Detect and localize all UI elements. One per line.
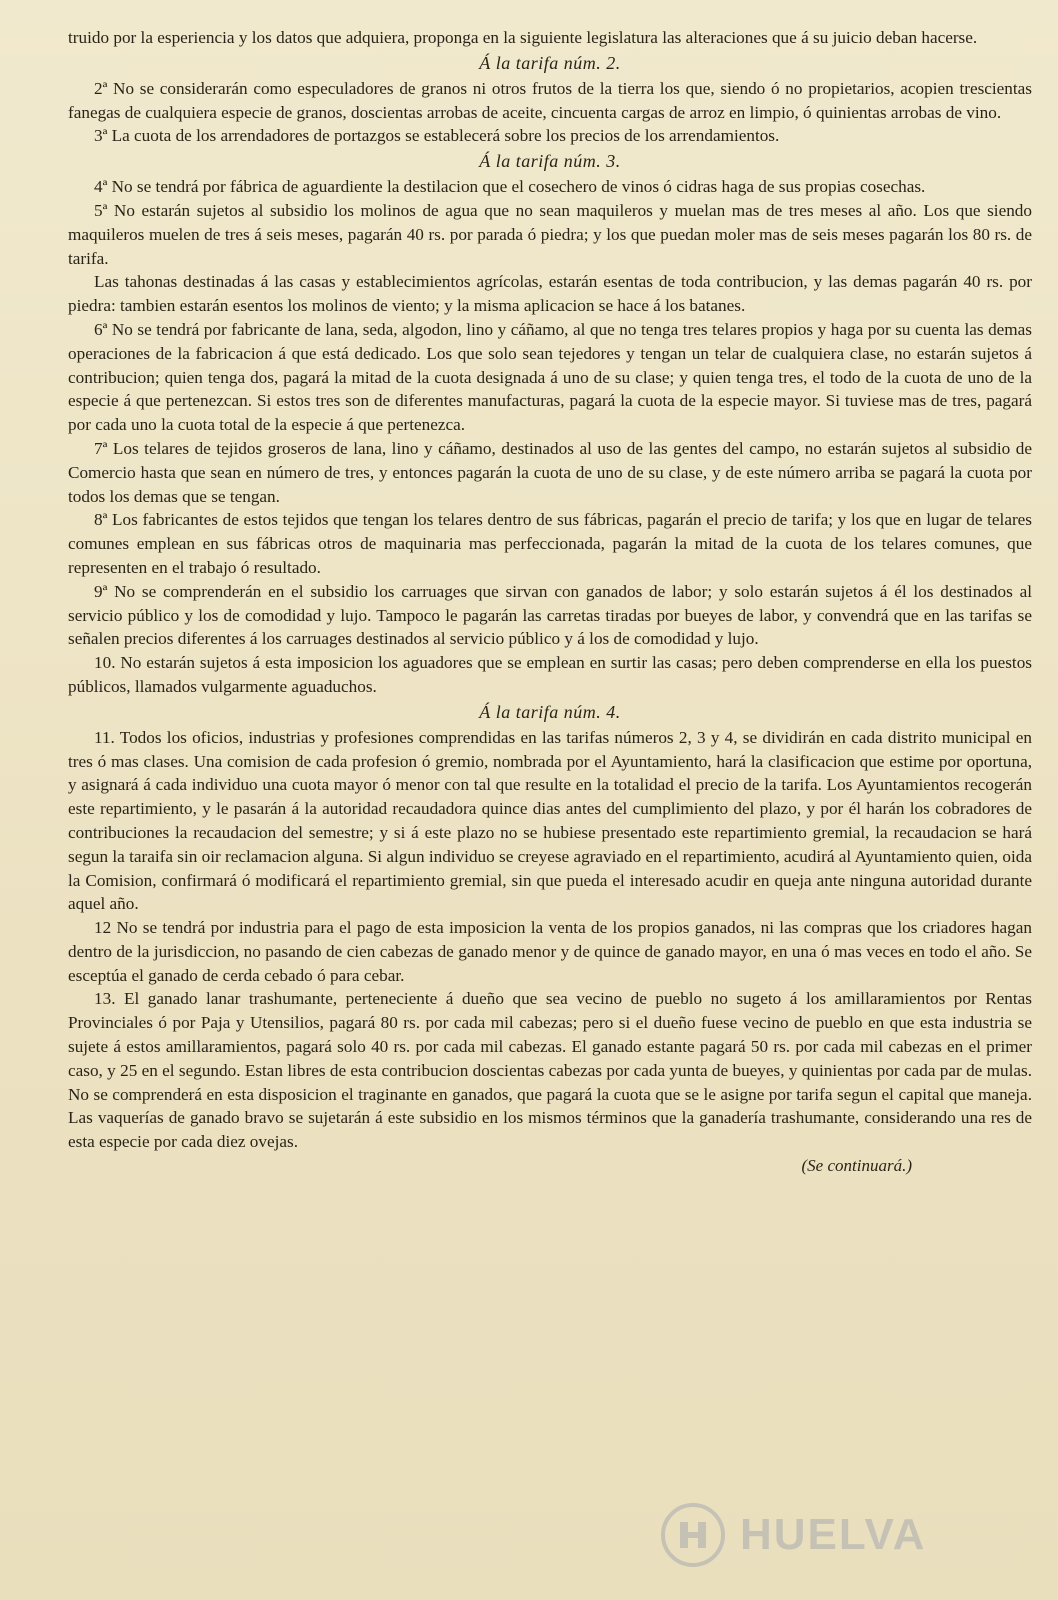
- paragraph: 11. Todos los oficios, industrias y profesiones comprendidas en las tarifas números 2, 3 y 4, se dividirán en cada distrito municipal en tres ó mas clases. Una comision de cada profesion ó gremio, nombrada por el Ayuntamiento, hará la clasificacion que estime por oportuna, y asignará á cada individuo una cuota mayor ó menor con tal que resulte en la totalidad el precio de la tarifa. Los Ayuntamientos recogerán este repartimiento, y le pasarán á la autoridad recaudadora quince dias antes del cumplimiento del plazo, y por él harán los cobradores de contribuciones la recaudacion del semestre; y si á este plazo no se hubiese presentado este repartimiento gremial, la recaudacion se hará segun la taraifa sin oir reclamacion alguna. Si algun individuo se creyese agraviado en el repartimiento, acudirá al Ayuntamiento quien, oida la Comision, confirmará ó modificará el repartimiento gremial, sin que pueda el interesado acudir en queja ante ninguna autoridad durante aquel año.: [68, 727, 1032, 914]
- paragraph: Las tahonas destinadas á las casas y establecimientos agrícolas, estarán esentas de toda contribucion, y las demas pagarán 40 rs. por piedra: tambien estarán esentos los molinos de viento; y la misma aplicacion se hace á los batanes.: [68, 272, 1032, 316]
- section-heading: Á la tarifa núm. 2.: [479, 52, 621, 73]
- paragraph: 13. El ganado lanar trashumante, perteneciente á dueño que sea vecino de pueblo no sugeto á los amillaramientos por Rentas Provinciales ó por Paja y Utensilios, pagará 80 rs. por cada mil cabezas; pero si el dueño fuese vecino de pueblo en que esta industria se sujete á estos amillaramientos, pagará solo 40 rs. por cada mil cabezas. El ganado estante pagará 50 rs. por cada mil cabezas en el primer caso, y 25 en el segundo. Estan libres de esta contribucion doscientas cabezas por cada yunta de bueyes, y quinientas por cada par de mulas. No se comprenderá en esta disposicion el traginante en ganados, que pagará la cuota que se le asigne por tarifa segun el capital que maneja. Las vaquerías de ganado bravo se sujetarán á este subsidio en los mismos términos que la ganadería trashumante, considerando una res de esta especie por cada diez ovejas.: [68, 989, 1032, 1152]
- paragraph: 12 No se tendrá por industria para el pago de esta imposicion la venta de los propios ganados, ni las compras que los criadores hagan dentro de la jurisdiccion, no pasando de cien cabezas de ganado menor y de quince de ganado mayor, en una ó mas veces en todo el año. Se esceptúa el ganado de cerda cebado ó para cebar.: [68, 918, 1032, 985]
- paragraph: 10. No estarán sujetos á esta imposicion los aguadores que se emplean en surtir las casas; pero deben comprenderse en ella los puestos públicos, llamados vulgarmente aguaduchos.: [68, 653, 1032, 696]
- section-heading: Á la tarifa núm. 3.: [479, 151, 621, 172]
- paragraph: 9ª No se comprenderán en el subsidio los carruages que sirvan con ganados de labor; y solo estarán sujetos á él los destinados al servicio público y los de comodidad y lujo. Tampoco le pagarán las carretas tiradas por bueyes de labor, y convendrá que en las tarifas se señalen precios diferentes á los carruages destinados al servicio público y á los de comodidad y lujo.: [68, 581, 1032, 649]
- paragraph: 2ª No se considerarán como especuladores de granos ni otros frutos de la tierra los que, siendo ó no propietarios, acopien trescientas fanegas de cualquiera especie de granos, doscientas arrobas de aceite, cincuenta cargas de arroz en limpio, ó quinientas arrobas de vino.: [68, 78, 1032, 122]
- watermark-text: HUELVA: [740, 1510, 927, 1559]
- watermark: [660, 1500, 990, 1570]
- paragraph: truido por la esperiencia y los datos que adquiera, proponga en la siguiente legislatura las alteraciones que á su juicio deban hacerse.: [68, 28, 978, 47]
- paragraph: 3ª La cuota de los arrendadores de portazgos se establecerá sobre los precios de los arrendamientos.: [94, 126, 780, 146]
- document-body: [68, 26, 1032, 1154]
- archive-logo-icon: [660, 1502, 726, 1568]
- paragraph: 5ª No estarán sujetos al subsidio los molinos de agua que no sean maquileros y muelan mas de tres meses al año. Los que siendo maquileros muelen de tres á seis meses, pagarán 40 rs. por parada ó piedra; y los que puedan moler mas de seis meses pagarán los 80 rs. de tarifa.: [68, 200, 1032, 268]
- continuation-note: (Se continuará.): [801, 1156, 912, 1176]
- paragraph: 8ª Los fabricantes de estos tejidos que tengan los telares dentro de sus fábricas, pagarán el precio de tarifa; y los que en lugar de telares comunes emplean en sus fábricas otros de maquinaria mas perfeccionada, pagarán la mitad de la cuota de los telares comunes, que representen en el trabajo ó resultado.: [68, 510, 1032, 577]
- section-heading: Á la tarifa núm. 4.: [479, 701, 621, 722]
- paragraph: 6ª No se tendrá por fabricante de lana, seda, algodon, lino y cáñamo, al que no tenga tres telares propios y haga por su cuenta las demas operaciones de la fabricacion á que está dedicado. Los que solo sean tejedores y tengan un telar de cualquiera clase, no estarán sujetos á contribucion; quien tenga dos, pagará la mitad de la cuota designada á uno de su clase; y quien tenga tres, el todo de la cuota de uno de la especie á que pertenezcan. Si estos tres son de diferentes manufacturas, pagará la cuota de la especie mayor. Si tuviese mas de tres, pagará por cada uno la cuota total de la especie á que pertenezca.: [68, 319, 1032, 435]
- paragraph: 7ª Los telares de tejidos groseros de lana, lino y cáñamo, destinados al uso de las gentes del campo, no estarán sujetos al subsidio de Comercio hasta que sean en número de tres, y entonces pagarán la cuota de uno de su clase, y de este número arriba se pagará la cuota por todos los demas que se tengan.: [68, 438, 1032, 506]
- paragraph: 4ª No se tendrá por fábrica de aguardiente la destilacion que el cosechero de vinos ó cidras haga de sus propias cosechas.: [94, 177, 926, 197]
